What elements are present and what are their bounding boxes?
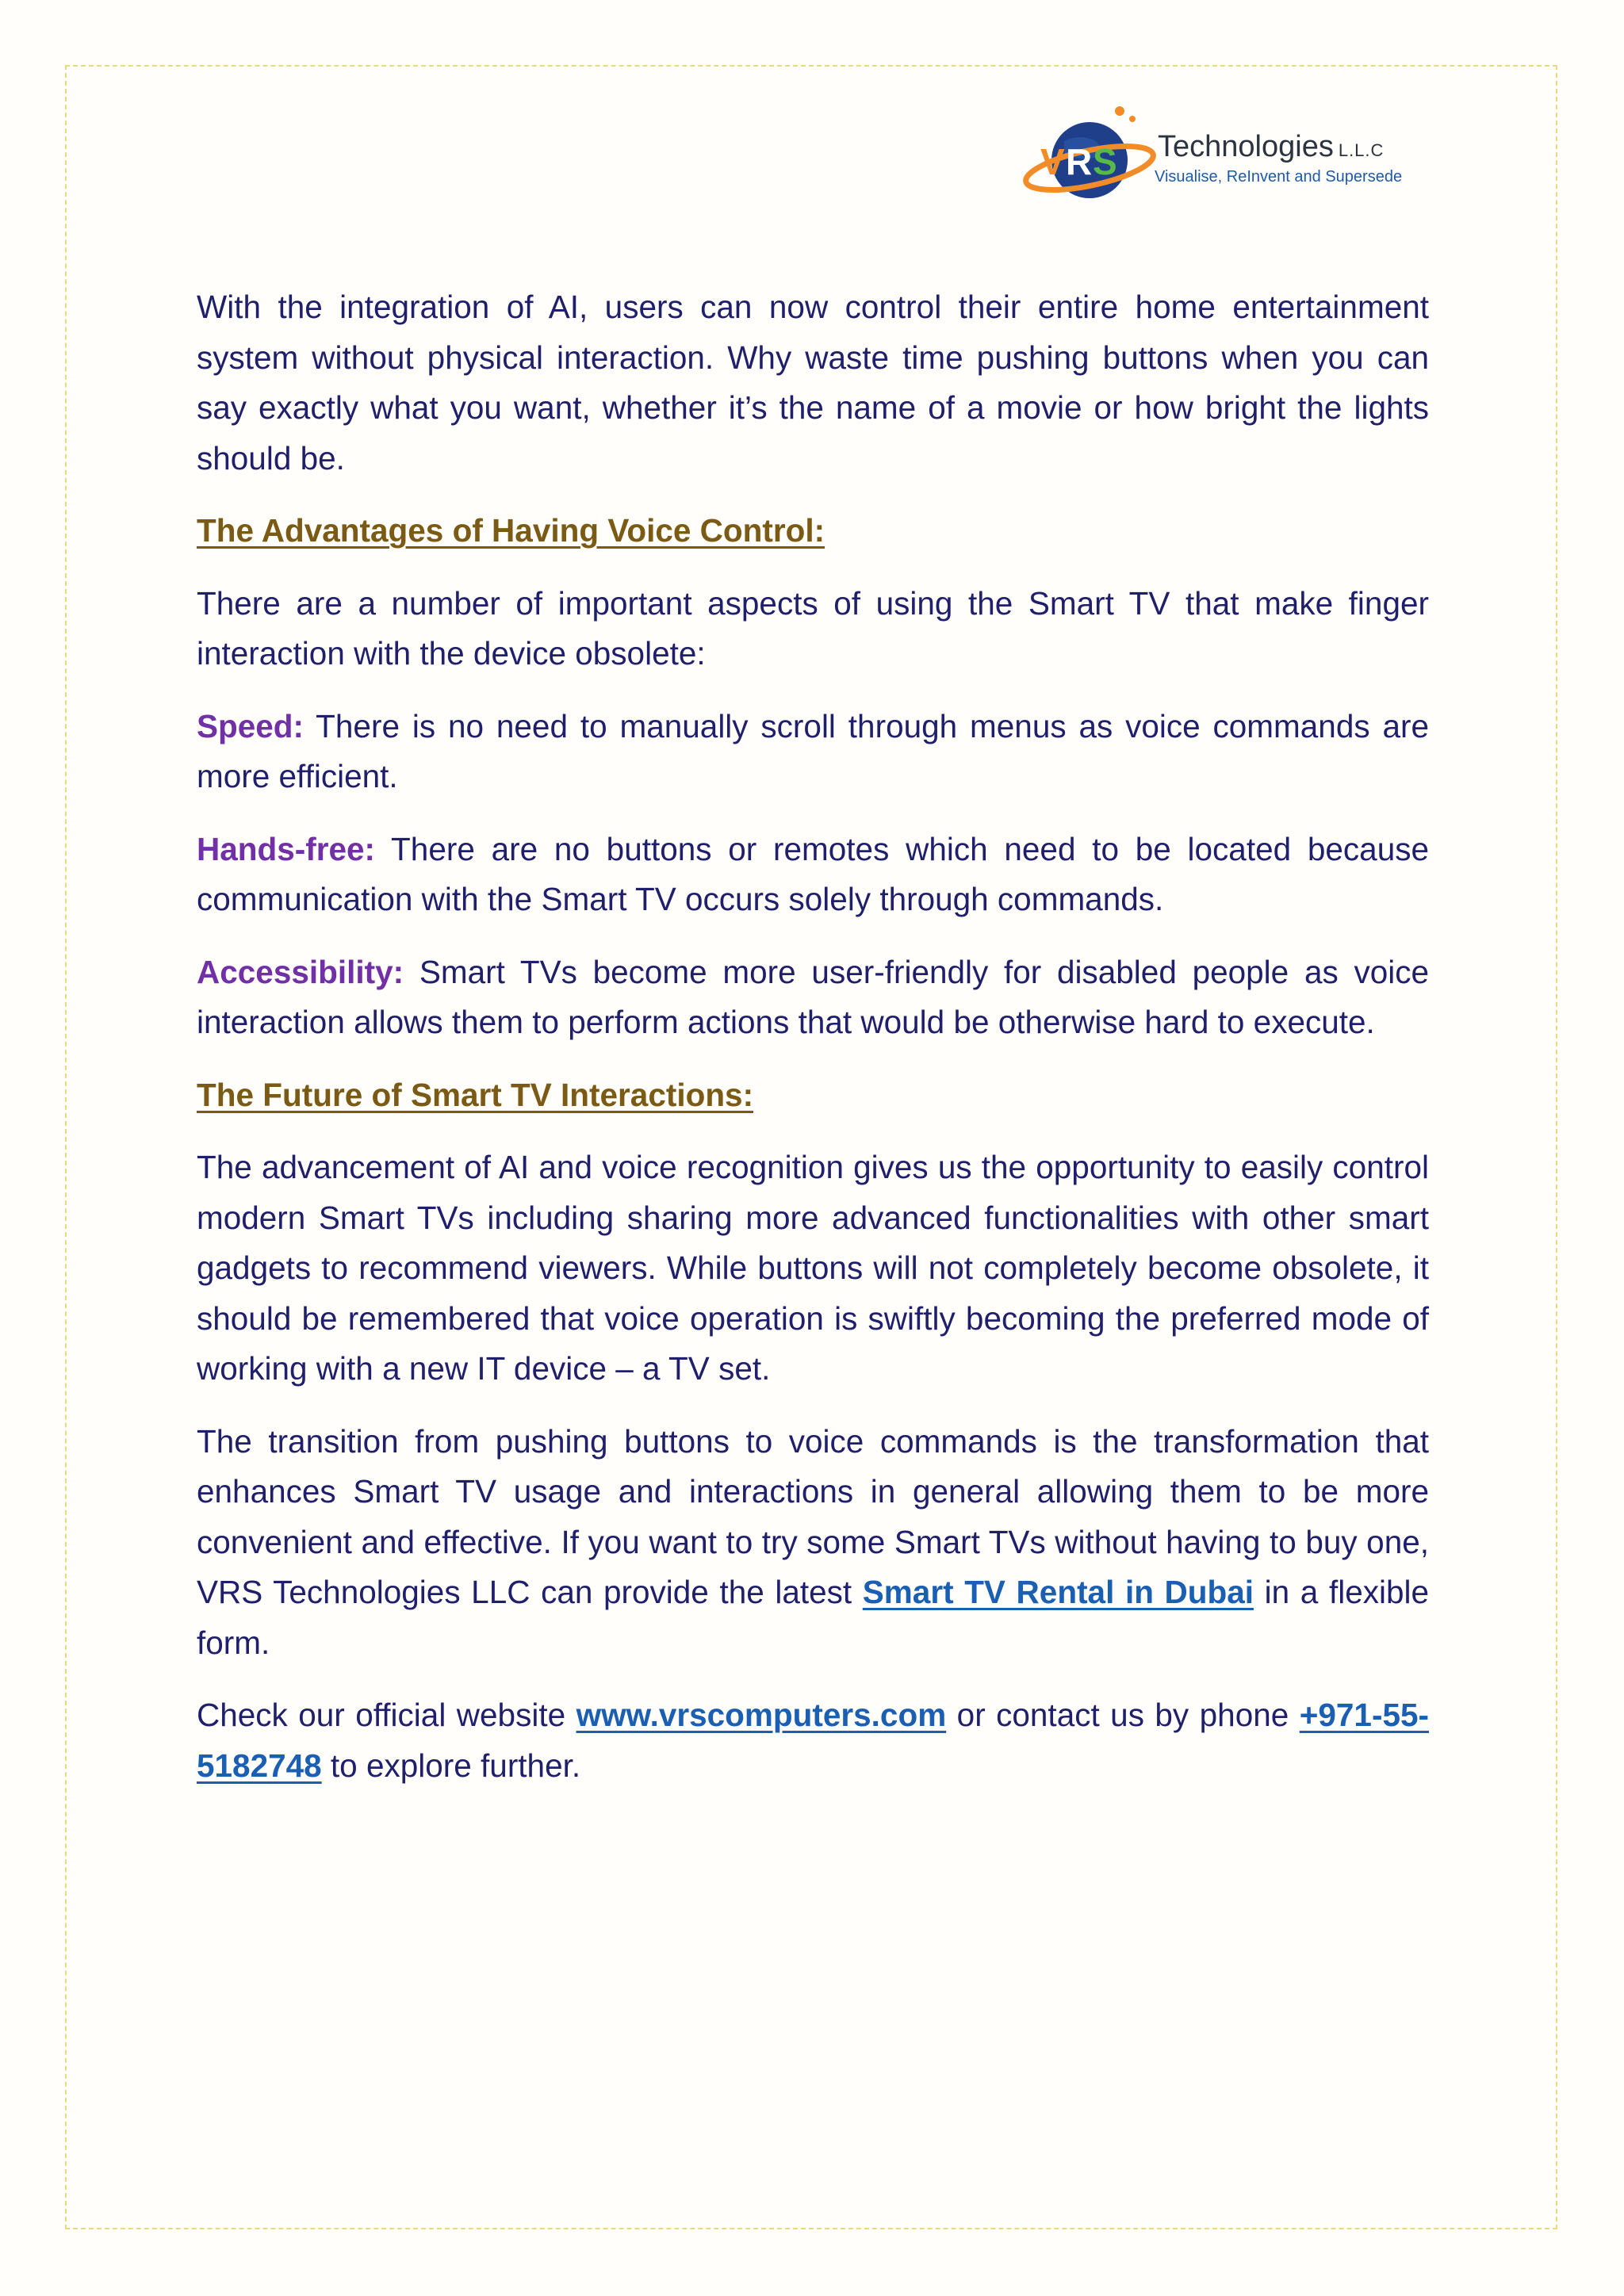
section-heading-advantages: [197, 506, 1429, 557]
company-logo: [1017, 101, 1429, 212]
company-name: Technologies L.L.C: [1158, 130, 1385, 163]
contact-paragraph: [197, 1690, 1429, 1791]
heading-advantages-text: The Advantages of Having Voice Control:: [197, 512, 825, 549]
accessibility-paragraph: [197, 947, 1429, 1048]
transition-paragraph: [197, 1417, 1429, 1669]
accessibility-term: Accessibility:: [197, 953, 404, 990]
transition-text-before: The transition from pushing buttons to voice commands is the transformation that enhances Smart TV usage and interactions in general allowing them to be more convenient and effective. If you want to try some Smart TVs without having to buy one, VRS Technologies LLC can provide the latest: [197, 1422, 1429, 1610]
website-link[interactable]: www.vrscomputers.com: [576, 1697, 947, 1733]
transition-text-after: in a flexible form.: [197, 1574, 1430, 1661]
contact-text-after: to explore further.: [321, 1747, 581, 1784]
article-body: [197, 282, 1429, 1813]
handsfree-paragraph: [197, 825, 1429, 925]
heading-future-text: The Future of Smart TV Interactions:: [197, 1076, 754, 1113]
advantages-intro-paragraph: There are a number of important aspects of using the Smart TV that make finger interaction with the device obsolete:: [197, 584, 1429, 672]
phone-link[interactable]: +971-55-5182748: [197, 1697, 1429, 1784]
speed-text: There is no need to manually scroll through menus as voice commands are more efficient.: [197, 707, 1429, 794]
accessibility-text: Smart TVs become more user-friendly for disabled people as voice interaction allows them to perform actions that would be otherwise hard to execute.: [197, 953, 1429, 1040]
intro-paragraph: With the integration of AI, users can now control their entire home entertainment system without physical interaction. Why waste time pushing buttons when you can say exactly what you want, whether it’s the name of a movie or how bright the lights should be.: [197, 289, 1429, 476]
svg-text:V: V: [1040, 141, 1065, 182]
speed-paragraph: [197, 702, 1429, 802]
handsfree-text: There are no buttons or remotes which need to be located because communication with the Smart TV occurs solely through commands.: [197, 830, 1429, 917]
handsfree-term: Hands-free:: [197, 830, 376, 867]
svg-text:S: S: [1093, 141, 1117, 182]
future-paragraph: The advancement of AI and voice recognition gives us the opportunity to easily control modern Smart TVs including sharing more advanced functionalities with other smart gadgets to recommend viewers. While buttons will not completely become obsolete, it should be remembered that voice operation is swiftly becoming the preferred mode of working with a new IT device – a TV set.: [197, 1149, 1429, 1387]
globe-logo-icon: [1017, 101, 1159, 212]
smart-tv-rental-link[interactable]: Smart TV Rental in Dubai: [862, 1574, 1254, 1610]
contact-text-before: Check our official website: [197, 1697, 576, 1733]
company-tagline: Visualise, ReInvent and Supersede: [1155, 168, 1403, 186]
speed-term: Speed:: [197, 707, 304, 744]
svg-text:R: R: [1066, 141, 1093, 182]
contact-text-middle: or contact us by phone: [946, 1697, 1300, 1733]
section-heading-future: [197, 1070, 1429, 1121]
